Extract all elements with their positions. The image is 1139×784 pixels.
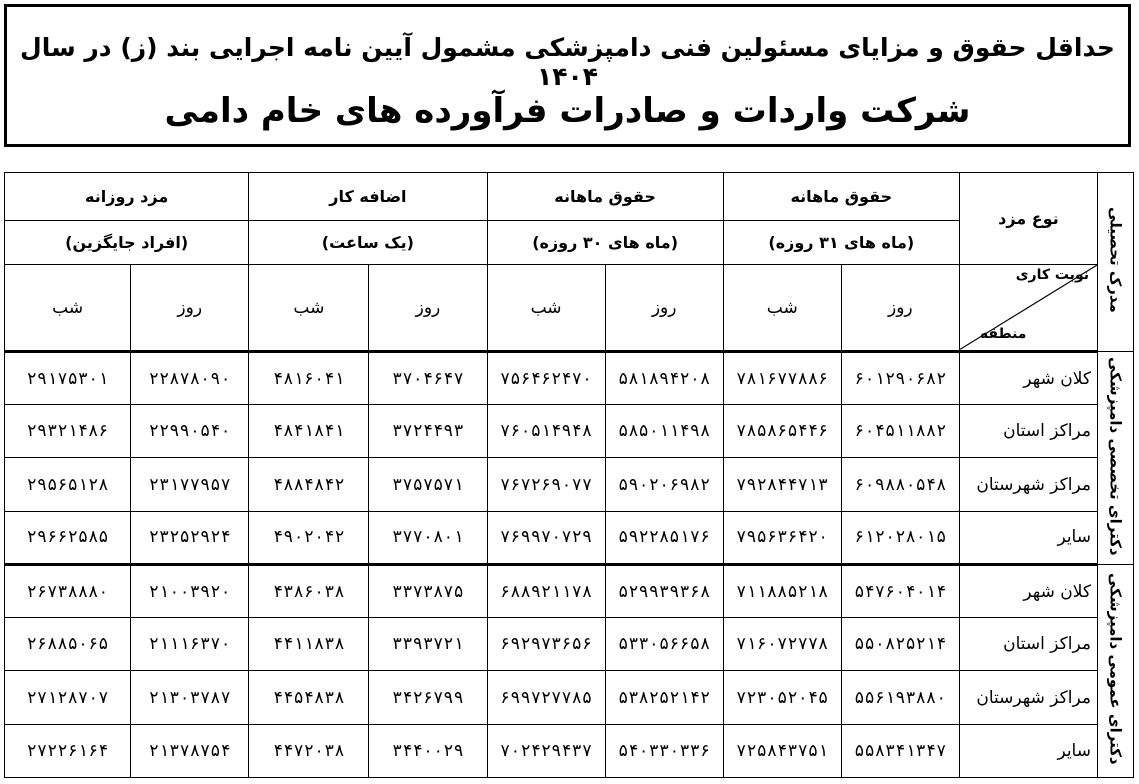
group-label: دکترای عمومی دامپزشکی (1097, 564, 1133, 777)
value-cell: ۷۲۳۰۵۲۰۴۵ (723, 671, 841, 724)
degree-header: مدرک تحصیلی (1097, 173, 1133, 352)
value-cell: ۷۸۱۶۷۷۸۸۶ (723, 351, 841, 404)
value-cell: ۲۱۰۰۳۹۲۰ (131, 564, 249, 617)
value-cell: ۷۹۵۶۳۶۴۲۰ (723, 511, 841, 564)
night-header: شب (487, 265, 605, 351)
value-cell: ۷۶۷۲۶۹۰۷۷ (487, 458, 605, 511)
value-cell: ۶۹۲۹۷۳۶۵۶ (487, 618, 605, 671)
table-row (5, 405, 1134, 458)
value-cell: ۵۴۷۶۰۴۰۱۴ (841, 564, 959, 617)
value-cell: ۷۱۶۰۷۲۷۷۸ (723, 618, 841, 671)
value-cell: ۵۳۸۲۵۲۱۴۲ (605, 671, 723, 724)
value-cell: ۳۷۰۴۶۴۷ (369, 351, 487, 404)
monthly31-title: حقوق ماهانه (723, 173, 959, 221)
value-cell: ۴۹۰۲۰۴۲ (249, 511, 369, 564)
value-cell: ۵۴۰۳۳۰۳۳۶ (605, 724, 723, 777)
table-row (5, 618, 1134, 671)
value-cell: ۴۳۸۶۰۳۸ (249, 564, 369, 617)
value-cell: ۲۲۸۷۸۰۹۰ (131, 351, 249, 404)
value-cell: ۴۴۱۱۸۳۸ (249, 618, 369, 671)
value-cell: ۲۲۹۹۰۵۴۰ (131, 405, 249, 458)
area-cell: مراکز استان (959, 618, 1097, 671)
value-cell: ۲۹۶۶۲۵۸۵ (5, 511, 131, 564)
table-row (5, 564, 1134, 617)
night-header: شب (249, 265, 369, 351)
day-header: روز (369, 265, 487, 351)
value-cell: ۶۹۹۷۲۷۷۸۵ (487, 671, 605, 724)
value-cell: ۷۱۱۸۸۵۲۱۸ (723, 564, 841, 617)
value-cell: ۵۳۳۰۵۶۶۵۸ (605, 618, 723, 671)
value-cell: ۷۶۰۵۱۴۹۴۸ (487, 405, 605, 458)
value-cell: ۷۰۲۴۲۹۴۳۷ (487, 724, 605, 777)
value-cell: ۳۷۲۴۴۹۳ (369, 405, 487, 458)
value-cell: ۶۰۱۲۹۰۶۸۲ (841, 351, 959, 404)
shift-region-header (959, 265, 1097, 351)
area-cell: سایر (959, 511, 1097, 564)
value-cell: ۳۷۵۷۵۷۱ (369, 458, 487, 511)
value-cell: ۴۸۴۱۸۴۱ (249, 405, 369, 458)
table-row (5, 511, 1134, 564)
night-header: شب (5, 265, 131, 351)
value-cell: ۲۹۵۶۵۱۲۸ (5, 458, 131, 511)
group-label: دکترای تخصصی دامپزشکی (1097, 351, 1133, 564)
value-cell: ۳۴۲۶۷۹۹ (369, 671, 487, 724)
value-cell: ۵۵۸۳۴۱۳۴۷ (841, 724, 959, 777)
value-cell: ۶۰۹۸۸۰۵۴۸ (841, 458, 959, 511)
value-cell: ۳۳۹۳۷۲۱ (369, 618, 487, 671)
value-cell: ۵۹۰۲۰۶۹۸۲ (605, 458, 723, 511)
value-cell: ۲۶۷۳۸۸۸۰ (5, 564, 131, 617)
value-cell: ۲۷۱۲۸۷۰۷ (5, 671, 131, 724)
table-row (5, 458, 1134, 511)
value-cell: ۲۹۳۲۱۴۸۶ (5, 405, 131, 458)
area-cell: مراکز شهرستان (959, 671, 1097, 724)
area-cell: مراکز شهرستان (959, 458, 1097, 511)
area-cell: کلان شهر (959, 351, 1097, 404)
value-cell: ۲۳۱۷۷۹۵۷ (131, 458, 249, 511)
value-cell: ۴۸۸۴۸۴۲ (249, 458, 369, 511)
value-cell: ۷۶۹۹۷۰۷۲۹ (487, 511, 605, 564)
wage-type-header: نوع مزد (959, 173, 1097, 265)
value-cell: ۵۲۹۹۳۹۳۶۸ (605, 564, 723, 617)
daily-title: مزد روزانه (5, 173, 249, 221)
monthly30-sub: (ماه های ۳۰ روزه) (487, 221, 723, 265)
value-cell: ۵۵۶۱۹۳۸۸۰ (841, 671, 959, 724)
value-cell: ۳۷۷۰۸۰۱ (369, 511, 487, 564)
area-cell: سایر (959, 724, 1097, 777)
day-header: روز (605, 265, 723, 351)
area-cell: کلان شهر (959, 564, 1097, 617)
value-cell: ۶۸۸۹۲۱۱۷۸ (487, 564, 605, 617)
value-cell: ۴۸۱۶۰۴۱ (249, 351, 369, 404)
night-header: شب (723, 265, 841, 351)
value-cell: ۷۲۵۸۴۳۷۵۱ (723, 724, 841, 777)
value-cell: ۷۸۵۸۶۵۴۴۶ (723, 405, 841, 458)
area-cell: مراکز استان (959, 405, 1097, 458)
page-title: شرکت واردات و صادرات فرآورده های خام دامی (164, 91, 971, 131)
page-header (4, 4, 1131, 147)
value-cell: ۳۳۷۳۸۷۵ (369, 564, 487, 617)
value-cell: ۲۱۱۱۶۳۷۰ (131, 618, 249, 671)
value-cell: ۲۱۳۰۳۷۸۷ (131, 671, 249, 724)
value-cell: ۶۱۲۰۲۸۰۱۵ (841, 511, 959, 564)
value-cell: ۲۳۲۵۲۹۲۴ (131, 511, 249, 564)
value-cell: ۵۸۱۸۹۴۲۰۸ (605, 351, 723, 404)
value-cell: ۵۹۲۲۸۵۱۷۶ (605, 511, 723, 564)
table-row (5, 724, 1134, 777)
value-cell: ۴۴۷۲۰۳۸ (249, 724, 369, 777)
page-subtitle: حداقل حقوق و مزایای مسئولین فنی دامپزشکی مشمول آیین نامه اجرایی بند (ز) در سال ۱۴۰۴ (20, 33, 1115, 91)
salary-table (4, 172, 1134, 778)
shift-label: نوبت کاری (1015, 267, 1089, 284)
day-header: روز (841, 265, 959, 351)
value-cell: ۷۵۶۴۶۲۴۷۰ (487, 351, 605, 404)
day-header: روز (131, 265, 249, 351)
value-cell: ۴۴۵۴۸۳۸ (249, 671, 369, 724)
table-row (5, 671, 1134, 724)
value-cell: ۲۱۳۷۸۷۵۴ (131, 724, 249, 777)
daily-sub: (افراد جایگزین) (5, 221, 249, 265)
value-cell: ۵۵۰۸۲۵۲۱۴ (841, 618, 959, 671)
table-row (5, 351, 1134, 404)
value-cell: ۵۸۵۰۱۱۴۹۸ (605, 405, 723, 458)
value-cell: ۲۹۱۷۵۳۰۱ (5, 351, 131, 404)
overtime-title: اضافه کار (249, 173, 487, 221)
monthly30-title: حقوق ماهانه (487, 173, 723, 221)
value-cell: ۲۶۸۸۵۰۶۵ (5, 618, 131, 671)
value-cell: ۳۴۴۰۰۲۹ (369, 724, 487, 777)
value-cell: ۲۷۲۲۶۱۶۴ (5, 724, 131, 777)
region-label: منطقه (979, 325, 1027, 342)
monthly31-sub: (ماه های ۳۱ روزه) (723, 221, 959, 265)
value-cell: ۷۹۲۸۴۴۷۱۳ (723, 458, 841, 511)
value-cell: ۶۰۴۵۱۱۸۸۲ (841, 405, 959, 458)
overtime-sub: (یک ساعت) (249, 221, 487, 265)
